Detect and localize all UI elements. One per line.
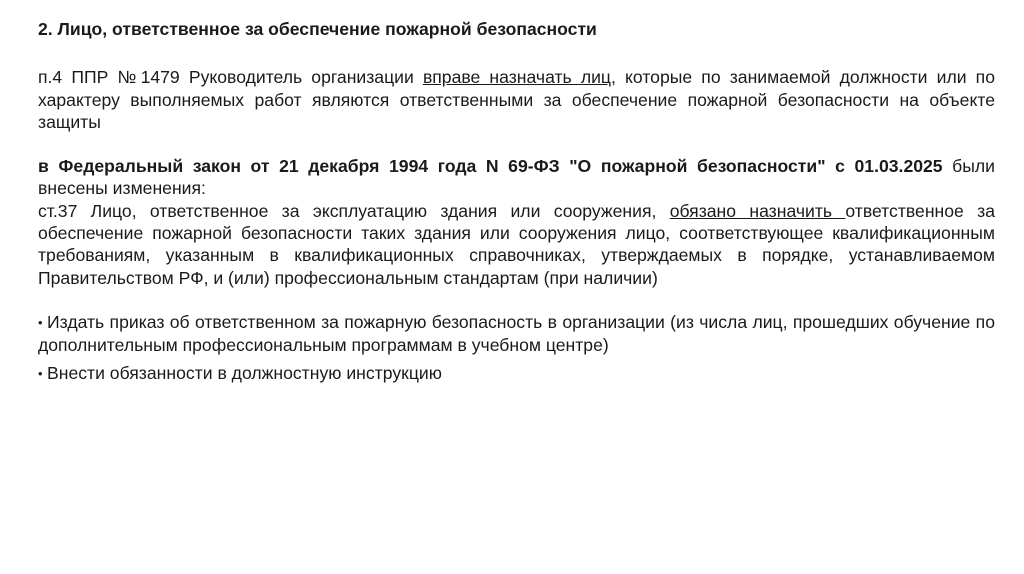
bullet-item — [38, 311, 995, 357]
ppr-underlined-phrase: вправе назначать лиц — [422, 67, 612, 88]
article-paragraph — [38, 200, 995, 289]
bullet-item — [38, 362, 995, 385]
article-underlined-phrase: обязано назначить — [669, 200, 846, 221]
bullet-text: Внести обязанности в должностную инструкцию — [47, 362, 442, 383]
law-changes-note: были внесены изменения: — [38, 156, 995, 199]
bullet-list — [38, 311, 995, 385]
bullet-icon: • — [38, 314, 43, 330]
law-title: в Федеральный закон от 21 декабря 1994 года N 69-ФЗ "О пожарной безопасности" с 01.03.2025 — [38, 156, 943, 177]
law-paragraph — [38, 155, 995, 200]
ppr-prefix: п.4 ППР №1479 Руководитель организации — [38, 67, 423, 88]
ppr-paragraph — [38, 66, 995, 133]
bullet-text: Издать приказ об ответственном за пожарную безопасность в организации (из числа лиц, прошедших обучение по дополнительным профессиональным программам в учебном центре) — [38, 311, 995, 356]
ppr-suffix: , которые по занимаемой должности или по характеру выполняемых работ являются ответственными за обеспечение пожарной безопасности на объекте защиты — [38, 67, 995, 132]
slide-content — [38, 18, 995, 385]
article-prefix: ст.37 Лицо, ответственное за эксплуатацию здания или сооружения, — [38, 200, 670, 221]
article-suffix: ответственное за обеспечение пожарной безопасности таких здания или сооружения лицо, соответствующее квалификационным требованиям, указанным в квалификационных справочниках, утверждаемых в порядке, устанавливаемом Правительством РФ, и (или) профессиональным стандартам (при наличии) — [38, 200, 995, 288]
bullet-icon: • — [38, 365, 43, 381]
section-heading: 2. Лицо, ответственное за обеспечение пожарной безопасности — [38, 19, 597, 39]
